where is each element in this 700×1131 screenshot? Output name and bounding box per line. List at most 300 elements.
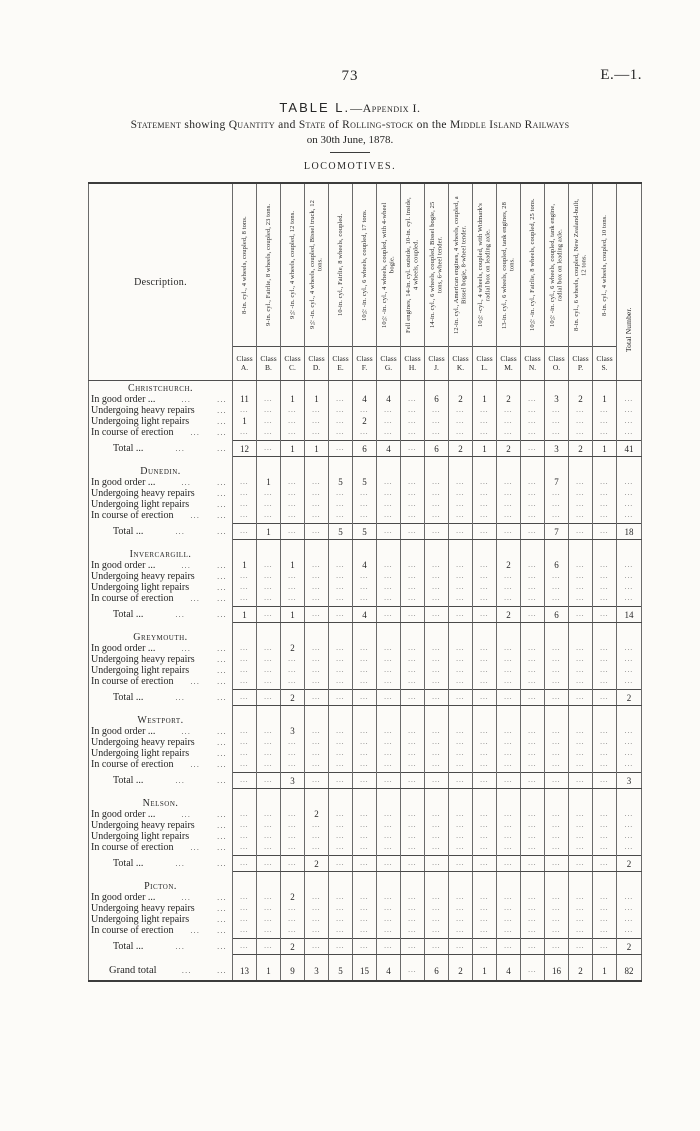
- value-cell: ...: [569, 925, 593, 936]
- value-cell: ...: [497, 643, 521, 654]
- dot-leader: ...: [175, 445, 186, 453]
- value-cell: ...: [257, 488, 281, 499]
- value-cell: ...: [569, 416, 593, 427]
- value-cell: ...: [545, 842, 569, 853]
- table-row: [89, 676, 642, 687]
- dot-leader: ...: [217, 860, 227, 868]
- class-column-header: [425, 183, 449, 346]
- value-cell: ...: [353, 488, 377, 499]
- row-label-cell: [89, 643, 233, 654]
- row-label-cell: [89, 427, 233, 438]
- value-cell: ...: [305, 759, 329, 770]
- value-cell: ...: [281, 809, 305, 820]
- class-column-header-text: 8-in. cyl., 4 wheels, coupled, 10 tons.: [600, 214, 608, 316]
- row-label: In course of erection: [91, 924, 174, 936]
- dot-leader: ...: [181, 893, 192, 902]
- value-cell: ...: [305, 571, 329, 582]
- station-heading: Dunedin.: [89, 464, 233, 477]
- value-cell: ...: [617, 427, 642, 438]
- value-cell: ...: [545, 488, 569, 499]
- spacer-row: [89, 623, 642, 630]
- value-cell: ...: [353, 676, 377, 687]
- row-label-cell: [89, 524, 233, 540]
- value-cell: ...: [401, 773, 425, 789]
- value-cell: ...: [521, 524, 545, 540]
- value-cell: ...: [305, 488, 329, 499]
- value-cell: ...: [473, 607, 497, 623]
- value-cell: ...: [473, 477, 497, 488]
- class-column-header: [329, 183, 353, 346]
- value-cell: ...: [425, 690, 449, 706]
- value-cell: ...: [617, 571, 642, 582]
- row-label: Total ...: [113, 858, 144, 869]
- row-label: Undergoing heavy repairs: [91, 404, 195, 416]
- value-cell: ...: [545, 809, 569, 820]
- value-cell: ...: [425, 416, 449, 427]
- value-cell: ...: [377, 499, 401, 510]
- value-cell: ...: [401, 560, 425, 571]
- value-cell: ...: [521, 842, 545, 853]
- value-cell: ...: [401, 499, 425, 510]
- dot-leader: ...: [217, 489, 227, 498]
- value-cell: ...: [569, 773, 593, 789]
- value-cell: ...: [617, 643, 642, 654]
- dot-leader: ...: [217, 893, 227, 902]
- row-label-cell: [89, 593, 233, 604]
- value-cell: ...: [377, 510, 401, 521]
- value-cell: ...: [425, 593, 449, 604]
- value-cell: ...: [401, 809, 425, 820]
- value-cell: ...: [233, 488, 257, 499]
- table-row: [89, 560, 642, 571]
- value-cell: ...: [473, 831, 497, 842]
- station-heading: Greymouth.: [89, 630, 233, 643]
- value-cell: ...: [521, 643, 545, 654]
- value-cell: ...: [353, 842, 377, 853]
- value-cell: ...: [401, 726, 425, 737]
- value-cell: ...: [569, 499, 593, 510]
- value-cell: ...: [545, 499, 569, 510]
- value-cell: ...: [617, 892, 642, 903]
- row-label-cell: [89, 842, 233, 853]
- dot-leader: ...: [190, 926, 201, 935]
- row-label: In good order ...: [91, 891, 156, 903]
- value-cell: ...: [425, 914, 449, 925]
- value-cell: ...: [425, 892, 449, 903]
- value-cell: ...: [569, 914, 593, 925]
- row-label: Total ...: [113, 941, 144, 952]
- value-cell: ...: [353, 726, 377, 737]
- dot-leader: ...: [181, 478, 192, 487]
- table-row: [89, 643, 642, 654]
- value-cell: ...: [425, 820, 449, 831]
- total-number-header: [617, 183, 642, 381]
- section-title: LOCOMOTIVES.: [303, 161, 397, 172]
- value-cell: ...: [497, 903, 521, 914]
- dot-leader: ...: [181, 644, 192, 653]
- value-cell: ...: [377, 925, 401, 936]
- table-row: [89, 427, 642, 438]
- value-cell: ...: [617, 676, 642, 687]
- value-cell: ...: [257, 842, 281, 853]
- value-cell: ...: [353, 748, 377, 759]
- value-cell: 3: [281, 773, 305, 789]
- value-cell: ...: [545, 939, 569, 955]
- value-cell: ...: [497, 510, 521, 521]
- value-cell: ...: [329, 571, 353, 582]
- value-cell: ...: [497, 773, 521, 789]
- value-cell: ...: [329, 831, 353, 842]
- value-cell: 1: [281, 394, 305, 405]
- value-cell: 1: [257, 524, 281, 540]
- value-cell: ...: [281, 914, 305, 925]
- value-cell: ...: [305, 607, 329, 623]
- value-cell: ...: [449, 510, 473, 521]
- value-cell: 2: [569, 394, 593, 405]
- value-cell: 1: [233, 560, 257, 571]
- table-row: [89, 809, 642, 820]
- value-cell: ...: [401, 737, 425, 748]
- row-label-cell: [89, 759, 233, 770]
- value-cell: ...: [425, 737, 449, 748]
- class-column-header-text: 10-in. cyl., Fairlie, 8 wheels, coupled.: [336, 213, 344, 317]
- value-cell: ...: [473, 773, 497, 789]
- value-cell: ...: [545, 427, 569, 438]
- table-row: [89, 737, 642, 748]
- dot-leader: ...: [175, 943, 186, 951]
- value-cell: ...: [305, 903, 329, 914]
- value-cell: ...: [425, 939, 449, 955]
- statement-segment: and: [274, 119, 299, 131]
- station-heading: Westport.: [89, 713, 233, 726]
- value-cell: ...: [617, 726, 642, 737]
- row-label-cell: [89, 903, 233, 914]
- row-label: Undergoing heavy repairs: [91, 487, 195, 499]
- value-cell: ...: [233, 571, 257, 582]
- value-cell: 3: [305, 962, 329, 981]
- value-cell: ...: [305, 654, 329, 665]
- value-cell: ...: [473, 560, 497, 571]
- value-cell: ...: [473, 676, 497, 687]
- value-cell: ...: [305, 773, 329, 789]
- value-cell: ...: [545, 582, 569, 593]
- value-cell: ...: [329, 914, 353, 925]
- row-label: Undergoing light repairs: [91, 581, 190, 593]
- value-cell: ...: [545, 665, 569, 676]
- value-cell: ...: [521, 405, 545, 416]
- value-cell: ...: [305, 831, 329, 842]
- value-cell: ...: [233, 939, 257, 955]
- value-cell: 1: [281, 560, 305, 571]
- class-label: Class E.: [329, 346, 353, 380]
- value-cell: ...: [353, 654, 377, 665]
- value-cell: ...: [257, 892, 281, 903]
- value-cell: ...: [281, 405, 305, 416]
- value-cell: ...: [545, 654, 569, 665]
- value-cell: ...: [257, 416, 281, 427]
- value-cell: ...: [377, 571, 401, 582]
- value-cell: ...: [593, 665, 617, 676]
- value-cell: ...: [377, 427, 401, 438]
- value-cell: ...: [425, 654, 449, 665]
- value-cell: 41: [617, 441, 642, 457]
- value-cell: 1: [233, 607, 257, 623]
- value-cell: ...: [377, 748, 401, 759]
- dot-leader: ...: [217, 926, 227, 935]
- value-cell: ...: [425, 809, 449, 820]
- row-label: Undergoing light repairs: [91, 830, 190, 842]
- value-cell: ...: [257, 856, 281, 872]
- value-cell: ...: [617, 925, 642, 936]
- value-cell: ...: [329, 394, 353, 405]
- dot-leader: ...: [217, 760, 227, 769]
- value-cell: 5: [353, 477, 377, 488]
- value-cell: ...: [425, 510, 449, 521]
- value-cell: ...: [233, 676, 257, 687]
- row-label-cell: [89, 510, 233, 521]
- value-cell: ...: [305, 676, 329, 687]
- value-cell: ...: [377, 726, 401, 737]
- dot-leader: ...: [175, 777, 186, 785]
- dot-leader: ...: [217, 528, 227, 536]
- value-cell: ...: [377, 643, 401, 654]
- value-cell: 6: [545, 560, 569, 571]
- value-cell: ...: [521, 925, 545, 936]
- value-cell: ...: [425, 925, 449, 936]
- dot-leader: ...: [217, 967, 227, 975]
- value-cell: ...: [377, 914, 401, 925]
- value-cell: ...: [233, 690, 257, 706]
- value-cell: ...: [449, 842, 473, 853]
- value-cell: 2: [449, 441, 473, 457]
- table-row: [89, 748, 642, 759]
- value-cell: ...: [569, 820, 593, 831]
- dot-leader: ...: [182, 967, 192, 975]
- value-cell: ...: [569, 560, 593, 571]
- row-label-cell: [89, 654, 233, 665]
- value-cell: ...: [353, 925, 377, 936]
- value-cell: ...: [473, 416, 497, 427]
- value-cell: ...: [497, 488, 521, 499]
- value-cell: ...: [257, 499, 281, 510]
- value-cell: ...: [545, 773, 569, 789]
- value-cell: 6: [425, 962, 449, 981]
- value-cell: ...: [617, 820, 642, 831]
- value-cell: ...: [233, 405, 257, 416]
- value-cell: ...: [593, 499, 617, 510]
- value-cell: ...: [593, 892, 617, 903]
- value-cell: ...: [617, 665, 642, 676]
- value-cell: 2: [497, 607, 521, 623]
- table-row: [89, 665, 642, 676]
- value-cell: 7: [545, 524, 569, 540]
- dot-leader: ...: [217, 500, 227, 509]
- value-cell: ...: [401, 748, 425, 759]
- value-cell: ...: [593, 759, 617, 770]
- class-column-header: [569, 183, 593, 346]
- value-cell: ...: [377, 477, 401, 488]
- value-cell: ...: [377, 593, 401, 604]
- value-cell: ...: [545, 571, 569, 582]
- row-label-cell: [89, 726, 233, 737]
- row-label: In course of erection: [91, 675, 174, 687]
- value-cell: ...: [281, 831, 305, 842]
- dot-leader: ...: [217, 417, 227, 426]
- row-label: In good order ...: [91, 476, 156, 488]
- value-cell: ...: [593, 416, 617, 427]
- value-cell: ...: [257, 903, 281, 914]
- value-cell: ...: [353, 499, 377, 510]
- value-cell: ...: [449, 737, 473, 748]
- value-cell: ...: [401, 665, 425, 676]
- table-row: [89, 654, 642, 665]
- value-cell: ...: [521, 690, 545, 706]
- rolling-stock-table: [88, 182, 642, 982]
- dot-leader: ...: [217, 810, 227, 819]
- value-cell: ...: [521, 939, 545, 955]
- value-cell: ...: [521, 441, 545, 457]
- value-cell: ...: [281, 903, 305, 914]
- section-total-row: [89, 441, 642, 457]
- dot-leader: ...: [190, 428, 201, 437]
- station-heading-row: [89, 713, 642, 726]
- value-cell: ...: [617, 842, 642, 853]
- value-cell: ...: [233, 892, 257, 903]
- value-cell: ...: [425, 759, 449, 770]
- value-cell: ...: [569, 607, 593, 623]
- value-cell: ...: [521, 427, 545, 438]
- value-cell: 2: [281, 892, 305, 903]
- value-cell: ...: [545, 925, 569, 936]
- class-column-header: [473, 183, 497, 346]
- value-cell: 5: [329, 524, 353, 540]
- class-label: Class N.: [521, 346, 545, 380]
- value-cell: ...: [305, 820, 329, 831]
- section-total-row: [89, 856, 642, 872]
- statement-segment: State: [298, 119, 326, 131]
- value-cell: ...: [497, 665, 521, 676]
- page-number: 73: [341, 68, 359, 84]
- value-cell: ...: [473, 571, 497, 582]
- value-cell: 5: [353, 524, 377, 540]
- value-cell: ...: [497, 571, 521, 582]
- value-cell: ...: [401, 582, 425, 593]
- value-cell: ...: [497, 809, 521, 820]
- class-label: Class M.: [497, 346, 521, 380]
- class-label: Class C.: [281, 346, 305, 380]
- value-cell: ...: [593, 643, 617, 654]
- value-cell: ...: [569, 405, 593, 416]
- value-cell: ...: [401, 477, 425, 488]
- value-cell: ...: [569, 654, 593, 665]
- row-label-cell: [89, 571, 233, 582]
- row-label: In course of erection: [91, 841, 174, 853]
- value-cell: ...: [353, 939, 377, 955]
- row-label-cell: [89, 892, 233, 903]
- value-cell: ...: [545, 831, 569, 842]
- value-cell: ...: [449, 925, 473, 936]
- value-cell: 4: [353, 607, 377, 623]
- value-cell: ...: [545, 748, 569, 759]
- value-cell: ...: [617, 560, 642, 571]
- statement-segment: Statement: [130, 119, 182, 131]
- dot-leader: ...: [217, 904, 227, 913]
- value-cell: ...: [569, 737, 593, 748]
- value-cell: ...: [281, 665, 305, 676]
- class-column-header-text: 9½-in. cyl., 4 wheels, coupled, Bissel truck, 12 tons.: [309, 200, 324, 330]
- value-cell: ...: [257, 593, 281, 604]
- class-column-header: [497, 183, 521, 346]
- value-cell: ...: [257, 665, 281, 676]
- value-cell: ...: [401, 820, 425, 831]
- value-cell: ...: [401, 842, 425, 853]
- value-cell: ...: [497, 405, 521, 416]
- value-cell: 2: [281, 939, 305, 955]
- value-cell: 4: [377, 962, 401, 981]
- class-column-header-text: 10½-in. cyl., 6 wheels, coupled, tank engine, radial box on leading axle.: [549, 203, 564, 327]
- document-reference: E.—1.: [600, 67, 642, 83]
- statement-segment: Quantity: [228, 119, 275, 131]
- value-cell: ...: [497, 676, 521, 687]
- row-label: Undergoing light repairs: [91, 747, 190, 759]
- value-cell: 2: [449, 394, 473, 405]
- dot-leader: ...: [217, 395, 227, 404]
- row-label-cell: [89, 809, 233, 820]
- table-row: [89, 820, 642, 831]
- dot-leader: ...: [217, 677, 227, 686]
- value-cell: ...: [257, 582, 281, 593]
- row-label-cell: [89, 488, 233, 499]
- value-cell: 1: [281, 441, 305, 457]
- value-cell: ...: [473, 593, 497, 604]
- dot-leader: ...: [181, 395, 192, 404]
- value-cell: ...: [521, 809, 545, 820]
- value-cell: ...: [401, 759, 425, 770]
- dot-leader: ...: [217, 694, 227, 702]
- value-cell: 3: [617, 773, 642, 789]
- value-cell: ...: [521, 676, 545, 687]
- value-cell: ...: [521, 571, 545, 582]
- table-row: [89, 416, 642, 427]
- value-cell: ...: [593, 809, 617, 820]
- value-cell: ...: [449, 748, 473, 759]
- value-cell: ...: [329, 856, 353, 872]
- value-cell: ...: [305, 510, 329, 521]
- station-heading-row: [89, 796, 642, 809]
- value-cell: ...: [257, 427, 281, 438]
- table-title-main: TABLE L.: [279, 100, 351, 115]
- value-cell: ...: [521, 831, 545, 842]
- dot-leader: ...: [217, 478, 227, 487]
- value-cell: ...: [449, 477, 473, 488]
- row-label-cell: [89, 405, 233, 416]
- value-cell: ...: [569, 748, 593, 759]
- value-cell: ...: [257, 809, 281, 820]
- value-cell: ...: [329, 892, 353, 903]
- value-cell: ...: [257, 737, 281, 748]
- value-cell: ...: [401, 856, 425, 872]
- value-cell: ...: [521, 914, 545, 925]
- value-cell: ...: [329, 582, 353, 593]
- row-label-cell: [89, 820, 233, 831]
- value-cell: ...: [593, 571, 617, 582]
- dot-leader: ...: [217, 561, 227, 570]
- dot-leader: ...: [217, 727, 227, 736]
- value-cell: ...: [545, 726, 569, 737]
- value-cell: ...: [425, 748, 449, 759]
- value-cell: ...: [353, 759, 377, 770]
- value-cell: ...: [377, 842, 401, 853]
